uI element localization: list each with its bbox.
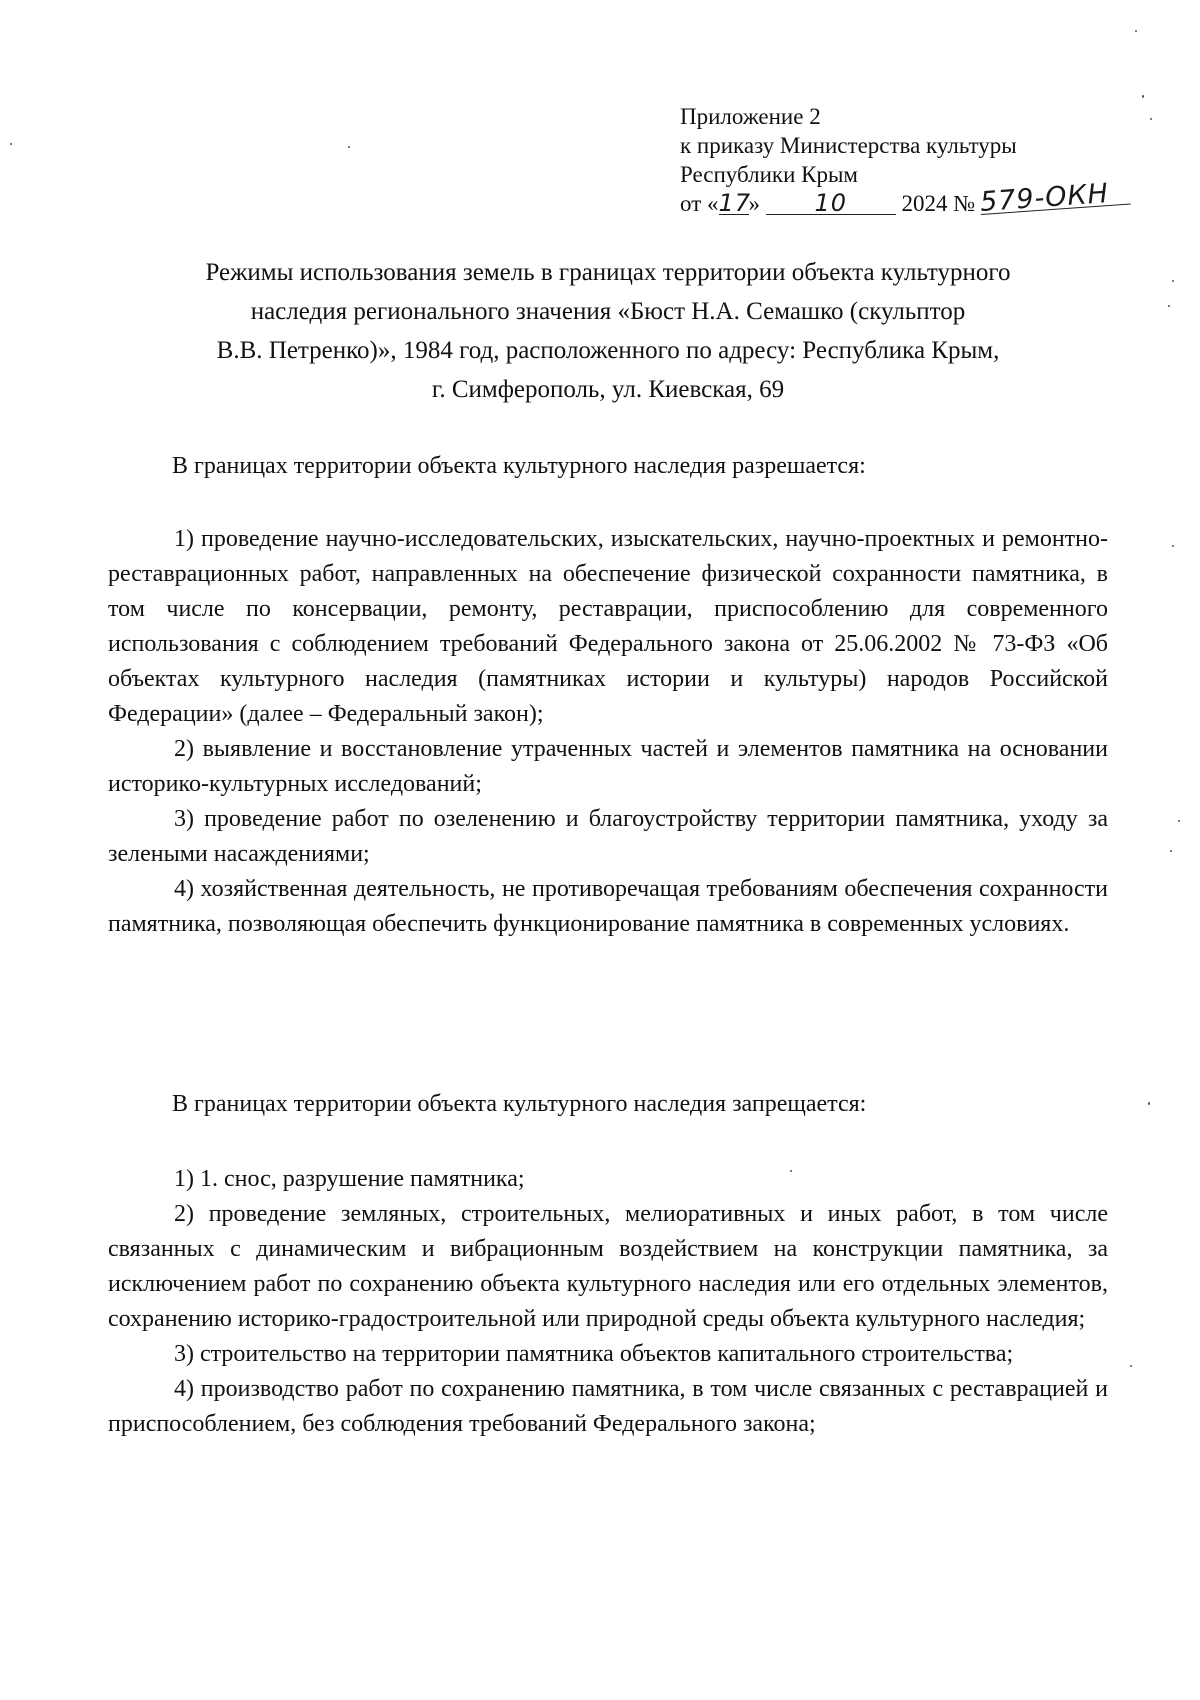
- list-item: 3) проведение работ по озеленению и благоустройству территории памятника, уходу за зелеными насаждениями;: [108, 806, 1108, 867]
- appendix-region: Республики Крым: [680, 162, 858, 187]
- date-mid: »: [748, 191, 760, 216]
- list-item: 3) строительство на территории памятника объектов капитального строительства;: [174, 1341, 1014, 1367]
- list-item: 4) хозяйственная деятельность, не противоречащая требованиям обеспечения сохранности памятника, позволяющая обеспечить функционирование памятника в современных условиях.: [108, 876, 1108, 937]
- list-item: 4) производство работ по сохранению памятника, в том числе связанных с реставрацией и приспособлением, без соблюдения требований Федерального закона;: [108, 1376, 1108, 1437]
- list-item: 1) проведение научно-исследовательских, изыскательских, научно-проектных и ремонтно-реставрационных работ, направленных на обеспечение физической сохранности памятника, в том числе по консервации, ремонту, реставрации, приспособлению для современного использования с соблюдением требований Федерального закона от 25.06.2002 № 73-ФЗ «Об объектах культурного наследия (памятниках истории и культуры) народов Российской Федерации» (далее – Федеральный закон);: [108, 526, 1108, 727]
- title-line-2: наследия регионального значения «Бюст Н.А. Семашко (скульптор: [250, 298, 966, 325]
- scan-speck: [1135, 30, 1137, 32]
- scan-speck: [1168, 305, 1170, 307]
- year-number-label: 2024 №: [901, 191, 976, 216]
- scan-speck: [1130, 1365, 1132, 1367]
- scan-speck: [1172, 545, 1174, 547]
- scan-speck: [348, 146, 350, 148]
- scan-speck: [1142, 95, 1144, 98]
- scan-speck: [1170, 850, 1172, 852]
- document-title: [108, 253, 1108, 409]
- scan-speck: [10, 143, 12, 145]
- forbidden-heading: В границах территории объекта культурного наследия запрещается:: [172, 1091, 867, 1117]
- scan-speck: [1150, 118, 1152, 120]
- forbidden-list: [108, 1162, 1108, 1442]
- appendix-header: [680, 102, 1180, 218]
- appendix-number: Приложение 2: [680, 104, 821, 129]
- title-line-3: В.В. Петренко)», 1984 год, расположенного по адресу: Республика Крым,: [216, 337, 1000, 364]
- scan-speck: [1172, 280, 1174, 282]
- allowed-list: [108, 522, 1108, 942]
- allowed-heading: В границах территории объекта культурного наследия разрешается:: [172, 453, 866, 479]
- list-item: 2) выявление и восстановление утраченных частей и элементов памятника на основании историко-культурных исследований;: [108, 736, 1108, 797]
- scan-speck: [790, 1170, 792, 1172]
- scan-speck: [1178, 820, 1180, 822]
- appendix-date-line: [680, 178, 1180, 218]
- title-line-1: Режимы использования земель в границах территории объекта культурного: [205, 259, 1011, 286]
- list-item: 1) 1. снос, разрушение памятника;: [174, 1166, 525, 1192]
- handwritten-day: 17: [718, 189, 752, 217]
- appendix-order-ref: к приказу Министерства культуры: [680, 133, 1017, 158]
- handwritten-month: 10: [766, 192, 896, 215]
- scan-speck: [1148, 1102, 1150, 1105]
- title-line-4: г. Симферополь, ул. Киевская, 69: [431, 376, 785, 403]
- date-prefix: от «: [680, 191, 719, 216]
- list-item: 2) проведение земляных, строительных, мелиоративных и иных работ, в том числе связанных с динамическим и вибрационным воздействием на конструкции памятника, за исключением работ по сохранению объекта культурного наследия или его отдельных элементов, сохранению историко-градостроительной или природной среды объекта культурного наследия;: [108, 1201, 1108, 1332]
- handwritten-order-number: 579-ОКН: [979, 182, 1130, 215]
